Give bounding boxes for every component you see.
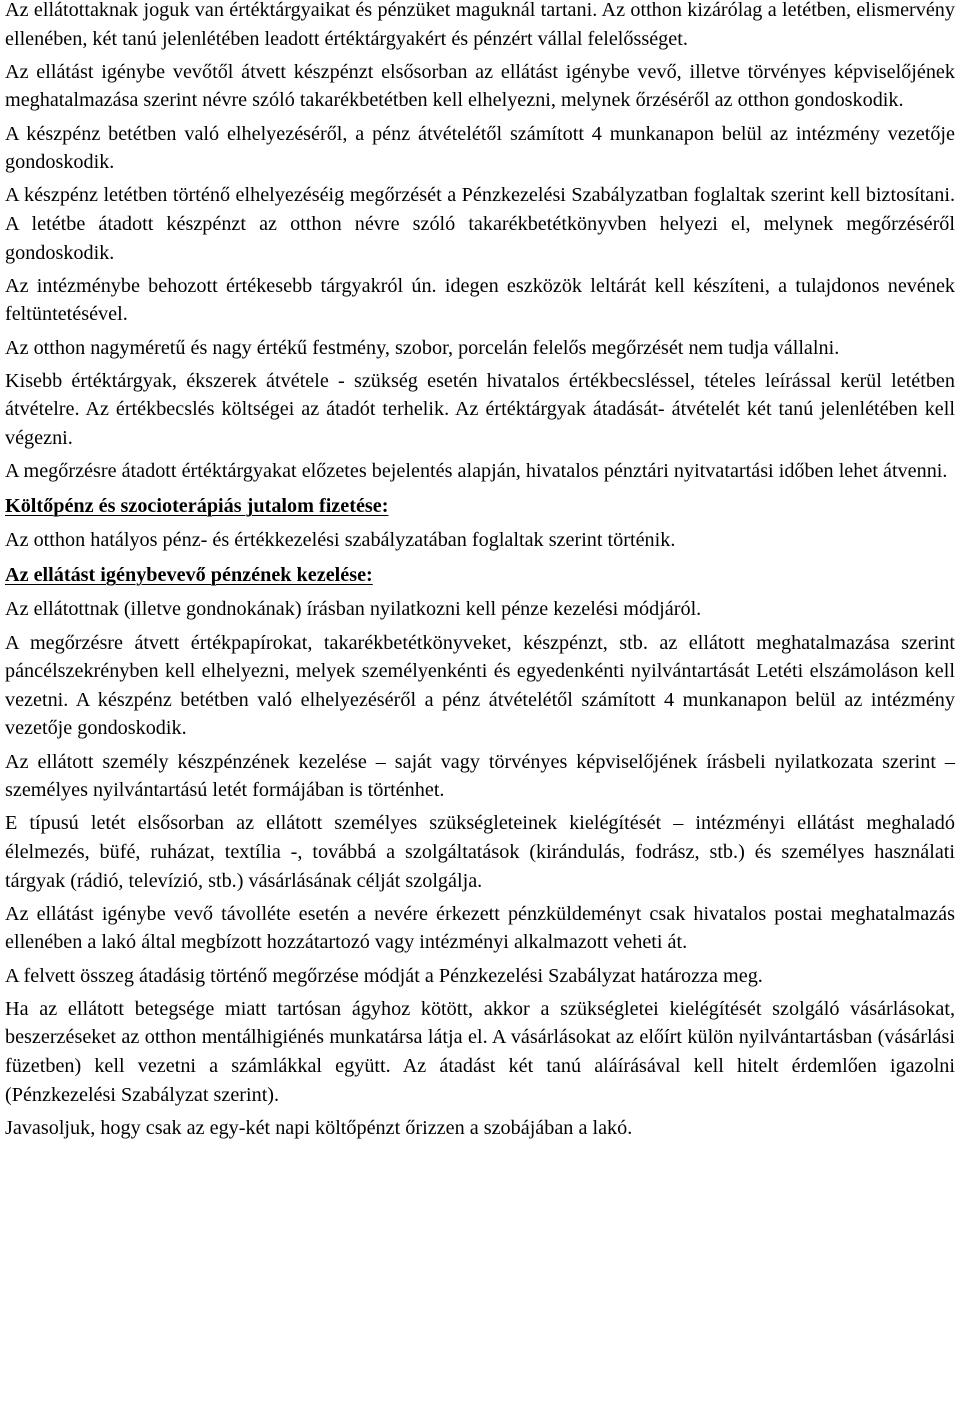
paragraph-deposit-deadline: A készpénz betétben való elhelyezéséről, a pénz átvételétől számított 4 munkanapon belül az intézmény vezetője gondoskodik. (5, 122, 955, 174)
heading-pocket-money: Költőpénz és szocioterápiás jutalom fizetése: (5, 494, 389, 517)
document-page (5, 0, 955, 1147)
paragraph-return-of-valuables: A megőrzésre átadott értéktárgyakat előzetes bejelentés alapján, hivatalos pénztári nyitvatartási időben lehet átvenni. (5, 460, 948, 483)
paragraph-recommendation: Javasoljuk, hogy csak az egy-két napi költőpénzt őrizzen a szobájában a lakó. (5, 1116, 633, 1139)
paragraph-cash-safekeeping: A készpénz letétben történő elhelyezéséig megőrzését a Pénzkezelési Szabályzatban foglaltak szerint kell biztosítani. A letétbe átadott készpénzt az otthon névre szóló takarékbetétkönyvben helyezi el, melynek megőrzéséről gondoskodik. (5, 184, 955, 264)
paragraph-postal-money: Az ellátást igénybe vevő távolléte esetén a nevére érkezett pénzküldeményt csak hivatalos postai meghatalmazás ellenében a lakó által megbízott hozzátartozó vagy intézményi alkalmazott veheti át. (5, 902, 955, 954)
paragraph-safe-storage: A megőrzésre átvett értékpapírokat, takarékbetétkönyveket, készpénzt, stb. az ellátott meghatalmazása szerint páncélszekrényben kell elhelyezni, melyek személyenkénti és egyedenkénti nyilvántartását Letéti elszámoláson kell vezetni. A készpénz betétben való elhelyezéséről a pénz átvételétől számított 4 munkanapon belül az intézmény vezetője gondoskodik. (5, 631, 955, 740)
paragraph-small-valuables: Kisebb értéktárgyak, ékszerek átvétele - szükség esetén hivatalos értékbecsléssel, tételes leírással kerül letétben átvételre. Az értékbecslés költségei az átadót terhelik. Az értéktárgyak átadását- átvételét két tanú jelenlétében kell végezni. (5, 369, 955, 449)
paragraph-personal-deposit: Az ellátott személy készpénzének kezelése – saját vagy törvényes képviselőjének írásbeli nyilatkozata szerint – személyes nyilvántartású letét formájában is történhet. (5, 750, 955, 802)
paragraph-bedridden-purchases: Ha az ellátott betegsége miatt tartósan ágyhoz kötött, akkor a szükségletei kielégítését szolgáló vásárlásokat, beszerzéseket az otthon mentálhigiénés munkatársa látja el. A vásárlásokat az előírt külön nyilvántartásban (vásárlási füzetben) kell vezetni a számlákkal együtt. Az átadást két tanú aláírásával kell hitelt érdemlően igazolni (Pénzkezelési Szabályzat szerint). (5, 997, 955, 1106)
paragraph-cash-deposit: Az ellátást igénybe vevőtől átvett készpénzt elsősorban az ellátást igénybe vevő, illetve törvényes képviselőjének meghatalmazása szerint névre szóló takarékbetétben kell elhelyezni, melynek őrzéséről az otthon gondoskodik. (5, 60, 955, 112)
heading-resident-money: Az ellátást igénybevevő pénzének kezelése: (5, 563, 373, 586)
paragraph-personal-needs: E típusú letét elsősorban az ellátott személyes szükségleteinek kielégítését – intézményi ellátást meghaladó élelmezés, büfé, ruházat, textília -, továbbá a szolgáltatások (kirándulás, fodrász, stb.) és személyes használati tárgyak (rádió, televízió, stb.) vásárlásának célját szolgálja. (5, 812, 955, 892)
paragraph-foreign-assets-inventory: Az intézménybe behozott értékesebb tárgyakról ún. idegen eszközök leltárát kell készíteni, a tulajdonos nevének feltüntetésével. (5, 274, 955, 326)
paragraph-valuables-rights: Az ellátottaknak joguk van értéktárgyaikat és pénzüket maguknál tartani. Az otthon kizárólag a letétben, elismervény ellenében, két tanú jelenlétében leadott értéktárgyakért és pénzért vállal felelősséget. (5, 0, 955, 50)
paragraph-pocket-money-rules: Az otthon hatályos pénz- és értékkezelési szabályzatában foglaltak szerint történik. (5, 529, 676, 552)
paragraph-amount-safekeeping: A felvett összeg átadásig történő megőrzése módját a Pénzkezelési Szabályzat határozza meg. (5, 964, 763, 987)
paragraph-written-declaration: Az ellátottnak (illetve gondnokának) írásban nyilatkozni kell pénze kezelési módjáról. (5, 598, 702, 621)
paragraph-large-items: Az otthon nagyméretű és nagy értékű festmény, szobor, porcelán felelős megőrzését nem tudja vállalni. (5, 336, 840, 359)
